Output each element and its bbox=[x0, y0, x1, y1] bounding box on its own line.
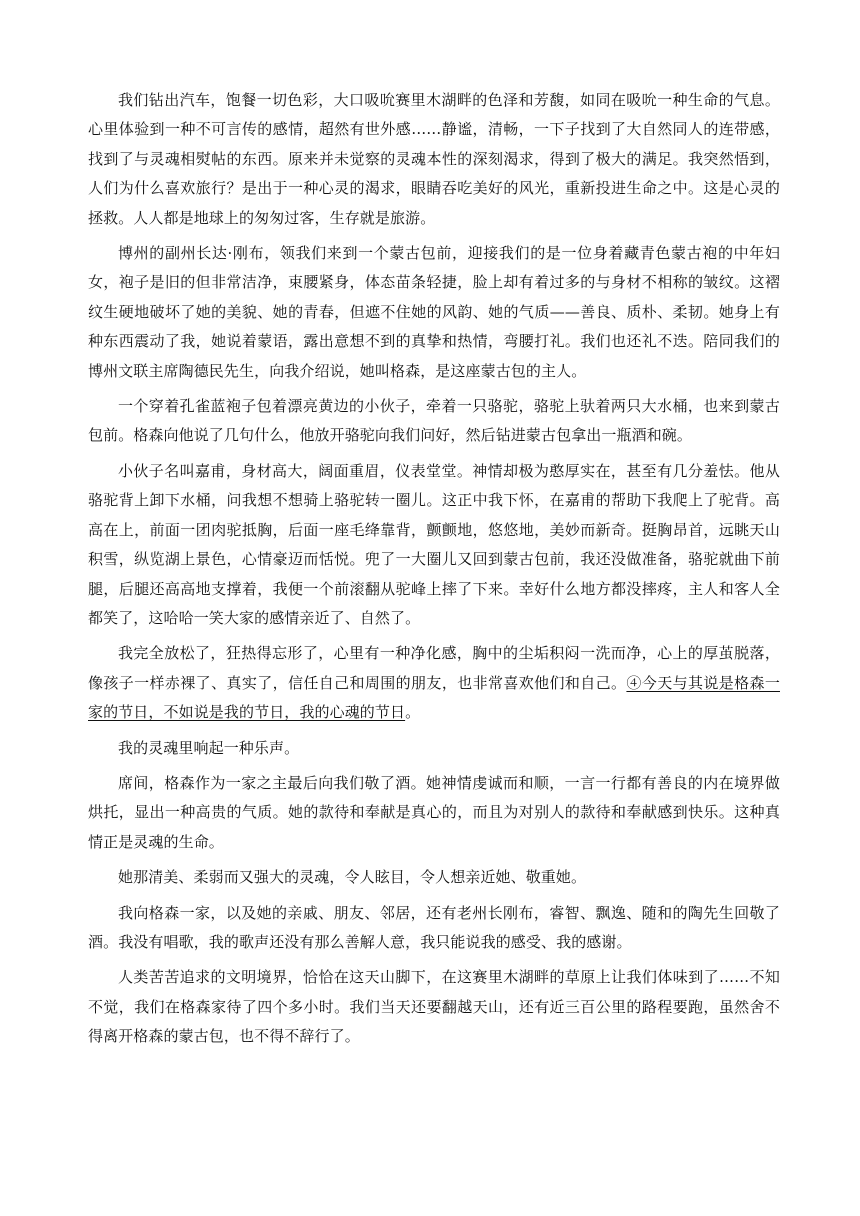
paragraph-10: 人类苦苦追求的文明境界，恰恰在这天山脚下，在这赛里木湖畔的草原上让我们体味到了……不知不觉，我们在格森家待了四个多小时。我们当天还要翻越天山，还有近三百公里的路程要跑，虽然舍不得离开格森的蒙古包，也不得不辞行了。 bbox=[88, 968, 780, 1046]
document-page bbox=[88, 86, 780, 1058]
paragraph-8: 她那清美、柔弱而又强大的灵魂，令人眩目，令人想亲近她、敬重她。 bbox=[118, 868, 587, 887]
paragraph-3: 一个穿着孔雀蓝袍子包着漂亮黄边的小伙子，牵着一只骆驼，骆驼上驮着两只大水桶，也来到蒙古包前。格森向他说了几句什么，他放开骆驼向我们问好，然后钻进蒙古包拿出一瓶酒和碗。 bbox=[88, 397, 780, 445]
paragraph-6: 我的灵魂里响起一种乐声。 bbox=[118, 738, 300, 757]
paragraph-9: 我向格森一家，以及她的亲戚、朋友、邻居，还有老州长刚布，睿智、飘逸、随和的陶先生回敬了酒。我没有唱歌，我的歌声还没有那么善解人意，我只能说我的感受、我的感谢。 bbox=[88, 903, 780, 951]
paragraph-4: 小伙子名叫嘉甫，身材高大，阔面重眉，仪表堂堂。神情却极为憨厚实在，甚至有几分羞怯。他从骆驼背上卸下水桶，问我想不想骑上骆驼转一圈儿。这正中我下怀，在嘉甫的帮助下我爬上了驼背。高高在上，前面一团肉驼抵胸，后面一座毛绛靠背，颤颤地，悠悠地，美妙而新奇。挺胸昂首，远眺天山积雪，纵览湖上景色，心情豪迈而恬悦。兜了一大圈儿又回到蒙古包前，我还没做准备，骆驼就曲下前腿，后腿还高高地支撑着，我便一个前滚翻从驼峰上摔了下来。幸好什么地方都没摔疼，主人和客人全都笑了，这哈哈一笑大家的感情亲近了、自然了。 bbox=[88, 461, 780, 627]
paragraph-7: 席间，格森作为一家之主最后向我们敬了酒。她神情虔诚而和顺，一言一行都有善良的内在境界做烘托，显出一种高贵的气质。她的款待和奉献是真心的，而且为对别人的款待和奉献感到快乐。这种真情正是灵魂的生命。 bbox=[88, 773, 780, 851]
paragraph-5 bbox=[88, 639, 780, 727]
paragraph-1: 我们钻出汽车，饱餐一切色彩，大口吸吮赛里木湖畔的色泽和芳馥，如同在吸吮一种生命的气息。心里体验到一种不可言传的感情，超然有世外感……静谧，清畅，一下子找到了大自然同人的连带感，找到了与灵魂相熨帖的东西。原来并未觉察的灵魂本性的深刻渴求，得到了极大的满足。我突然悟到，人们为什么喜欢旅行？是出于一种心灵的渴求，眼睛吞吃美好的风光，重新投进生命之中。这是心灵的拯救。人人都是地球上的匆匆过客，生存就是旅游。 bbox=[88, 91, 780, 227]
paragraph-2: 博州的副州长达·刚布，领我们来到一个蒙古包前，迎接我们的是一位身着藏青色蒙古袍的中年妇女，袍子是旧的但非常洁净，束腰紧身，体态苗条轻捷，脸上却有着过多的与身材不相称的皱纹。这褶纹生硬地破坏了她的美貌、她的青春，但遮不住她的风韵、她的气质——善良、质朴、柔韧。她身上有种东西震动了我，她说着蒙语，露出意想不到的真挚和热情，弯腰打礼。我们也还礼不迭。陪同我们的博州文联主席陶德民先生，向我介绍说，她叫格森，是这座蒙古包的主人。 bbox=[88, 244, 780, 380]
paragraph-5-end: 。 bbox=[405, 703, 421, 722]
underlined-sentence-4: ④今天与其说是格森一家的节日，不如说是我的节日，我的心魂的节日 bbox=[88, 673, 780, 722]
paragraph-5-lead: 我完全放松了，狂热得忘形了，心里有一种净化感，胸中的尘垢积闷一洗而净，心上的厚茧脱落，像孩子一样赤裸了、真实了，信任自己和周围的朋友，也非常喜欢他们和自己。 bbox=[88, 644, 780, 692]
